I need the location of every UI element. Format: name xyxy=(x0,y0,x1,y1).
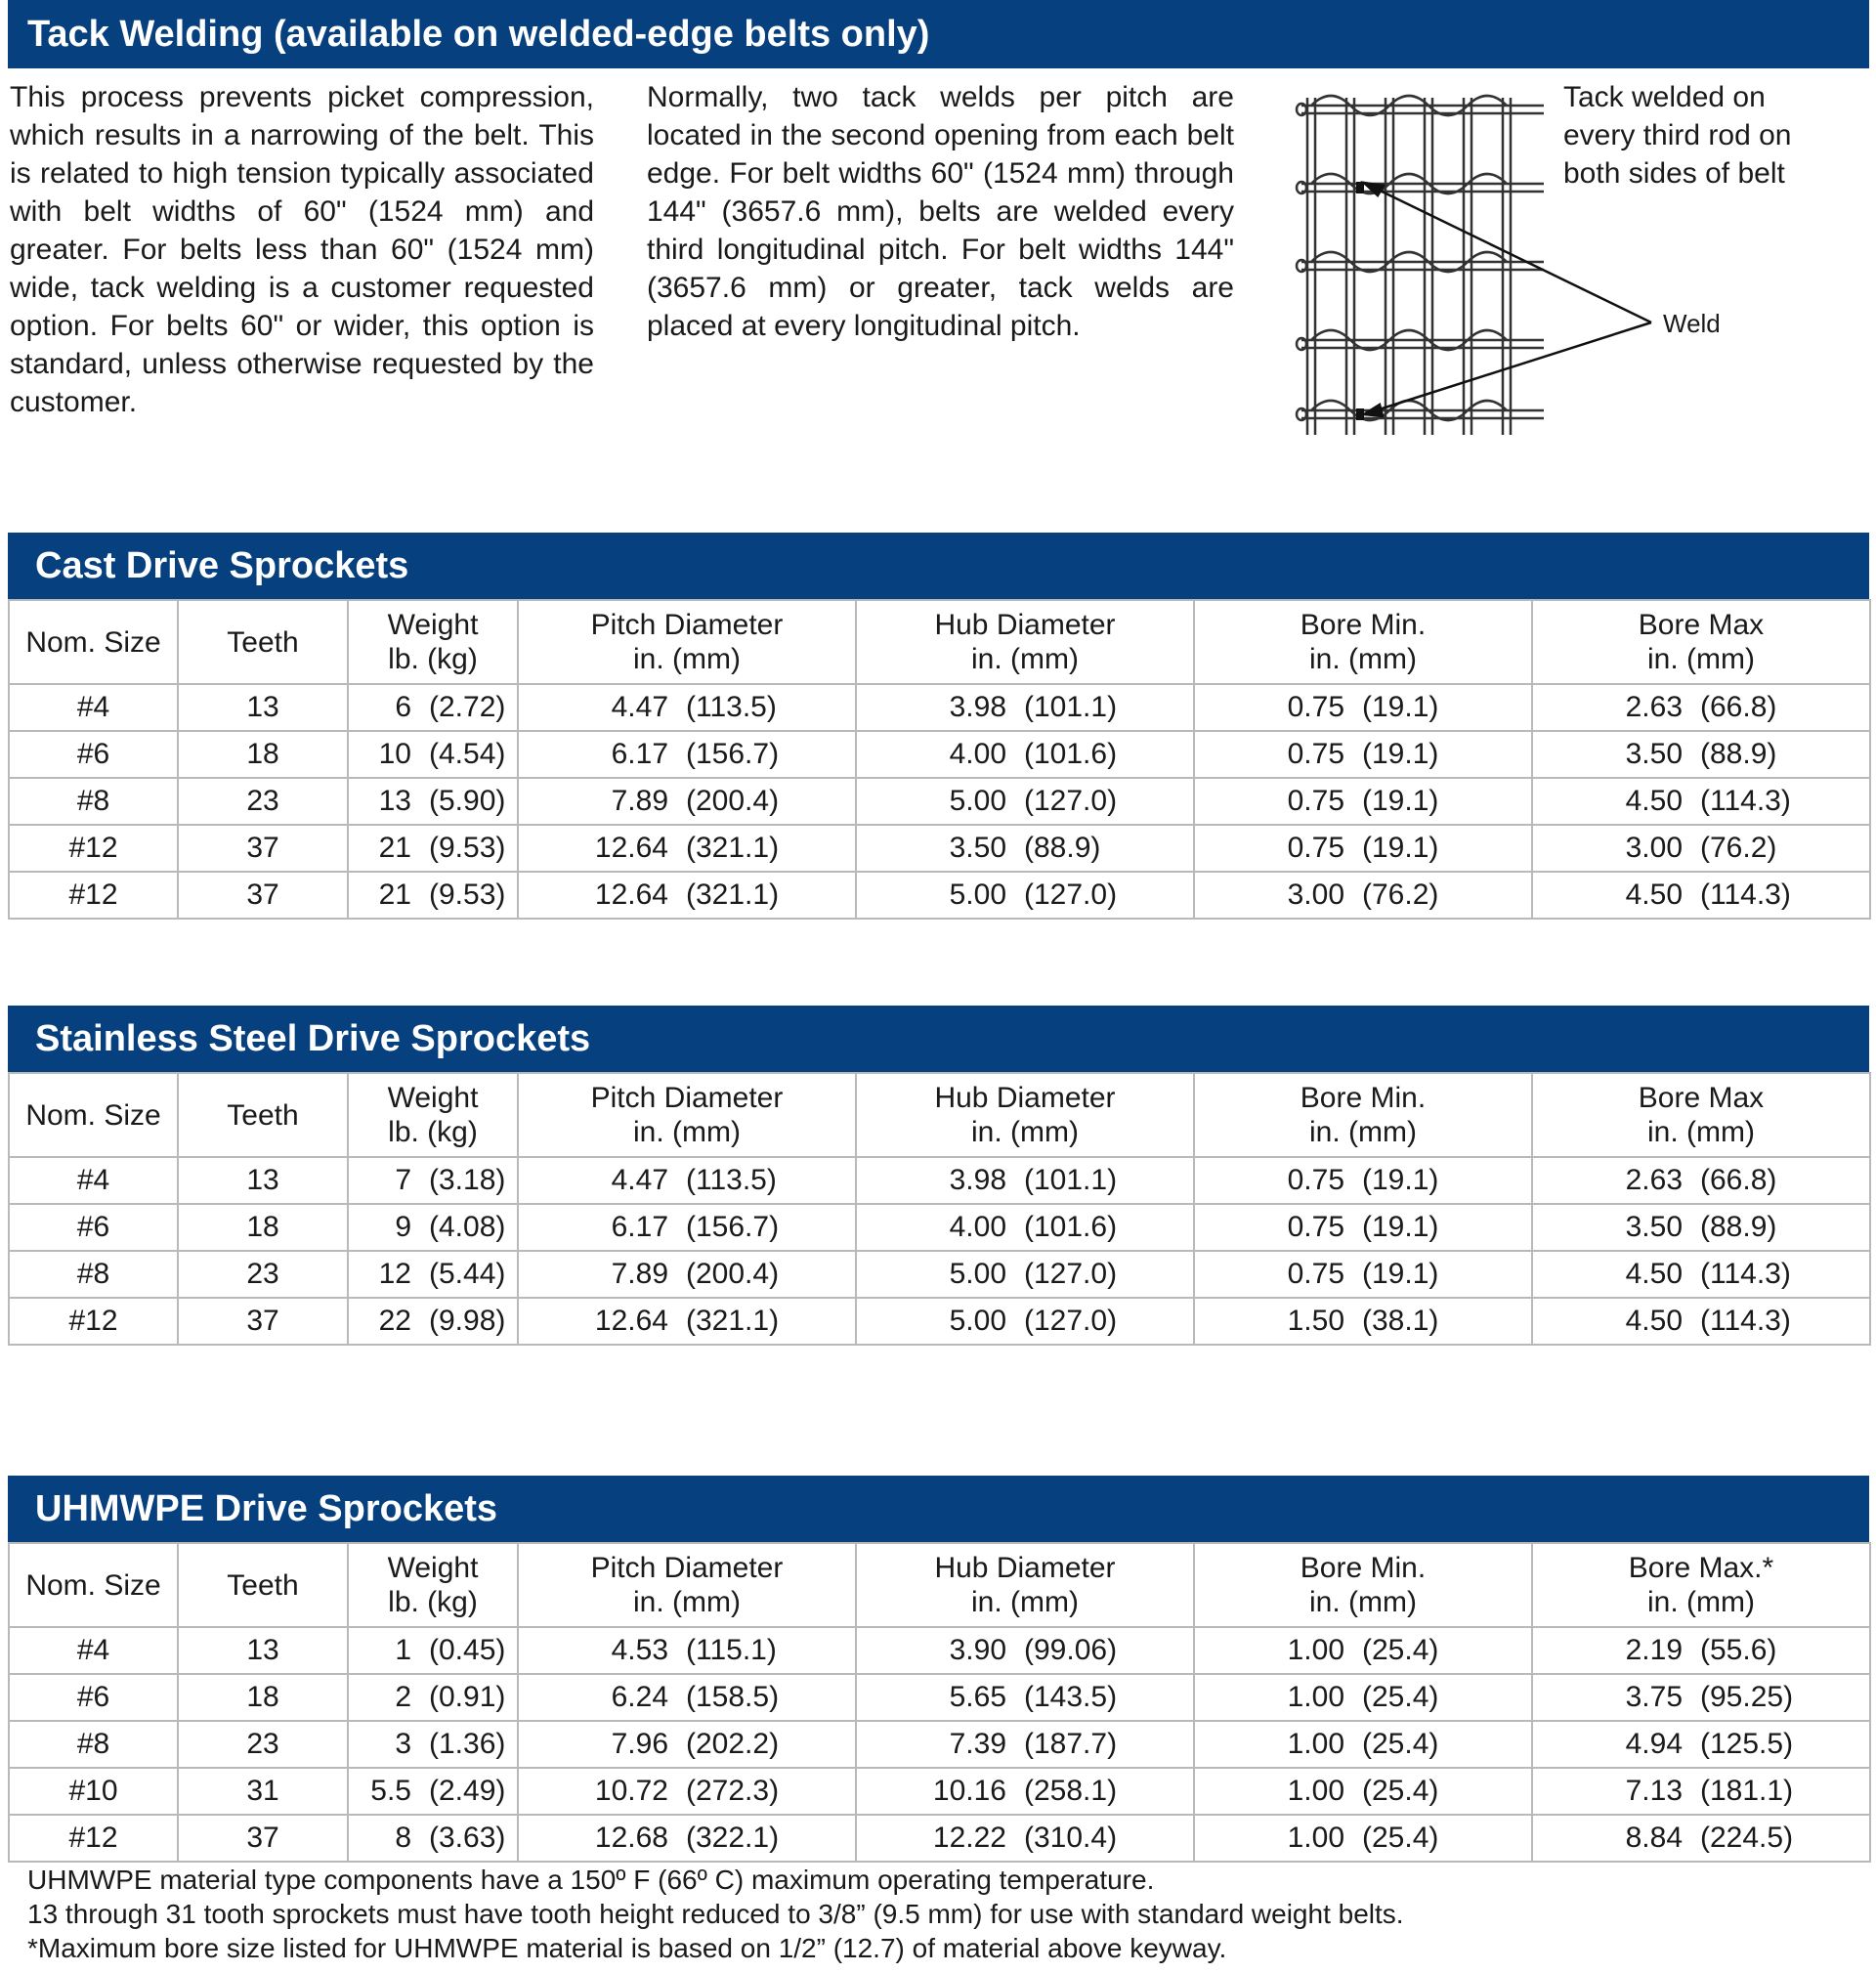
cell-hub-diameter xyxy=(856,825,1194,872)
cell-hub-diameter xyxy=(856,1204,1194,1251)
header-weight: Weight lb. (kg) xyxy=(348,1543,518,1627)
cell-bore-min xyxy=(1194,1721,1532,1768)
header-bore-min: Bore Min. in. (mm) xyxy=(1194,1073,1532,1157)
cell-bore-max-in: 2.63 xyxy=(1625,691,1683,723)
cell-pitch-diameter xyxy=(518,1251,856,1298)
cell-weight xyxy=(348,731,518,778)
belt-cross-rods xyxy=(1301,96,1544,420)
cell-weight-in: 7 xyxy=(395,1164,411,1196)
cell-hub-diameter xyxy=(856,1768,1194,1815)
cell-bore-max xyxy=(1532,1251,1870,1298)
cell-hub-diameter-mm: (88.9) xyxy=(1024,832,1101,864)
cell-bore-max xyxy=(1532,1721,1870,1768)
cell-bore-min-mm: (19.1) xyxy=(1362,785,1439,817)
cell-pitch-diameter-in: 10.72 xyxy=(594,1775,668,1807)
table-row xyxy=(9,1768,1870,1815)
cell-weight xyxy=(348,825,518,872)
note-line: *Maximum bore size listed for UHMWPE material is based on 1/2” (12.7) of material above keyway. xyxy=(27,1933,1227,1963)
stainless-section-title: Stainless Steel Drive Sprockets xyxy=(8,1006,1869,1072)
cell-nom-size: #10 xyxy=(9,1768,178,1815)
diagram-label-line: both sides of belt xyxy=(1563,157,1785,190)
table-row xyxy=(9,731,1870,778)
cell-bore-max xyxy=(1532,1674,1870,1721)
cell-hub-diameter xyxy=(856,1157,1194,1204)
cell-bore-max-in: 3.50 xyxy=(1625,1211,1683,1243)
cell-bore-min-in: 1.00 xyxy=(1287,1822,1344,1854)
cell-pitch-diameter-mm: (321.1) xyxy=(686,1305,780,1337)
cell-weight xyxy=(348,1204,518,1251)
cell-hub-diameter-in: 5.00 xyxy=(949,879,1006,911)
cell-teeth: 23 xyxy=(178,1251,348,1298)
cell-bore-max-in: 3.50 xyxy=(1625,738,1683,770)
cell-bore-max-mm: (88.9) xyxy=(1700,1211,1777,1243)
cell-bore-max xyxy=(1532,1768,1870,1815)
cell-pitch-diameter xyxy=(518,1815,856,1862)
header-nom-size: Nom. Size xyxy=(9,1543,178,1627)
cell-bore-min-mm: (25.4) xyxy=(1362,1822,1439,1854)
cell-bore-max-mm: (114.3) xyxy=(1700,785,1791,817)
cell-hub-diameter xyxy=(856,1815,1194,1862)
cell-weight-in: 5.5 xyxy=(370,1775,411,1807)
header-bore-min: Bore Min. in. (mm) xyxy=(1194,600,1532,684)
cell-bore-max xyxy=(1532,1204,1870,1251)
header-pitch-diameter: Pitch Diameter in. (mm) xyxy=(518,600,856,684)
cell-bore-min xyxy=(1194,1815,1532,1862)
cell-bore-min xyxy=(1194,1157,1532,1204)
uhmwpe-section-title: UHMWPE Drive Sprockets xyxy=(8,1476,1869,1542)
cell-bore-min-in: 0.75 xyxy=(1287,1211,1344,1243)
table-row xyxy=(9,1721,1870,1768)
cell-bore-min-mm: (76.2) xyxy=(1362,879,1439,911)
cell-bore-max-in: 4.50 xyxy=(1625,879,1683,911)
cell-bore-max-mm: (114.3) xyxy=(1700,1305,1791,1337)
cell-hub-diameter-in: 12.22 xyxy=(932,1822,1006,1854)
weld-label: Weld xyxy=(1663,309,1721,338)
cell-pitch-diameter-mm: (322.1) xyxy=(686,1822,780,1854)
cell-nom-size: #12 xyxy=(9,872,178,919)
cell-bore-min-mm: (19.1) xyxy=(1362,832,1439,864)
cell-hub-diameter-in: 3.98 xyxy=(949,1164,1006,1196)
cell-hub-diameter-mm: (127.0) xyxy=(1024,1305,1118,1337)
cell-weight-in: 12 xyxy=(378,1258,411,1290)
cell-weight-mm: (3.18) xyxy=(429,1164,506,1196)
tack-welding-title: Tack Welding (available on welded-edge belts only) xyxy=(8,0,1869,68)
cell-bore-max-mm: (76.2) xyxy=(1700,832,1777,864)
cell-teeth: 31 xyxy=(178,1768,348,1815)
cell-pitch-diameter-in: 12.64 xyxy=(594,1305,668,1337)
cell-bore-min-in: 3.00 xyxy=(1287,879,1344,911)
cell-bore-min-mm: (38.1) xyxy=(1362,1305,1439,1337)
cell-hub-diameter-in: 7.39 xyxy=(949,1728,1006,1760)
cell-weight-mm: (9.53) xyxy=(429,832,506,864)
cell-bore-max-in: 4.50 xyxy=(1625,785,1683,817)
table-row xyxy=(9,1251,1870,1298)
cell-hub-diameter-mm: (310.4) xyxy=(1024,1822,1118,1854)
cell-bore-min-in: 1.00 xyxy=(1287,1728,1344,1760)
belt-pickets xyxy=(1307,98,1511,435)
cell-teeth: 37 xyxy=(178,872,348,919)
table-row xyxy=(9,778,1870,825)
table-header-row xyxy=(9,1543,1870,1627)
tack-welding-paragraph-1: This process prevents picket compression, which results in a narrowing of the belt. This is related to high tension typically associated with belt widths of 60" (1524 mm) and greater. For belts less than 60" (1524 mm) wide, tack welding is a customer requested option. For belts 60" or wider, this option is standard, unless otherwise requested by the customer. xyxy=(10,81,594,418)
cell-weight xyxy=(348,1721,518,1768)
cell-nom-size: #6 xyxy=(9,1204,178,1251)
cast-section-title: Cast Drive Sprockets xyxy=(8,533,1869,599)
table-header-row xyxy=(9,600,1870,684)
cell-bore-min xyxy=(1194,1627,1532,1674)
cell-pitch-diameter-mm: (113.5) xyxy=(686,1164,777,1196)
cell-teeth: 23 xyxy=(178,778,348,825)
cell-bore-max xyxy=(1532,1298,1870,1345)
cell-pitch-diameter-mm: (321.1) xyxy=(686,879,780,911)
cell-bore-min-in: 1.00 xyxy=(1287,1775,1344,1807)
cell-weight xyxy=(348,684,518,731)
cell-bore-min-mm: (25.4) xyxy=(1362,1681,1439,1713)
diagram-label-line: Tack welded on xyxy=(1563,81,1766,113)
cell-weight xyxy=(348,1157,518,1204)
cell-weight-mm: (0.91) xyxy=(429,1681,506,1713)
cell-weight-mm: (2.72) xyxy=(429,691,506,723)
cell-nom-size: #4 xyxy=(9,1157,178,1204)
header-teeth: Teeth xyxy=(178,1543,348,1627)
cell-teeth: 37 xyxy=(178,1298,348,1345)
cell-bore-max-in: 7.13 xyxy=(1625,1775,1683,1807)
cell-pitch-diameter xyxy=(518,1157,856,1204)
cell-weight-in: 13 xyxy=(378,785,411,817)
cell-nom-size: #12 xyxy=(9,1815,178,1862)
cell-bore-min xyxy=(1194,1768,1532,1815)
cell-pitch-diameter-in: 6.17 xyxy=(611,1211,668,1243)
table-row xyxy=(9,1157,1870,1204)
cell-weight-in: 8 xyxy=(395,1822,411,1854)
cell-bore-max-mm: (66.8) xyxy=(1700,691,1777,723)
note-line: 13 through 31 tooth sprockets must have tooth height reduced to 3/8” (9.5 mm) for use with standard weight belts. xyxy=(27,1899,1404,1929)
cell-bore-max-in: 4.94 xyxy=(1625,1728,1683,1760)
cell-pitch-diameter-in: 6.24 xyxy=(611,1681,668,1713)
cell-pitch-diameter xyxy=(518,1721,856,1768)
cell-bore-max-mm: (181.1) xyxy=(1700,1775,1794,1807)
table-row xyxy=(9,1815,1870,1862)
header-bore-min: Bore Min. in. (mm) xyxy=(1194,1543,1532,1627)
cell-weight-in: 10 xyxy=(378,738,411,770)
uhmwpe-notes xyxy=(27,1863,1404,1965)
cell-hub-diameter-mm: (143.5) xyxy=(1024,1681,1118,1713)
cell-bore-max xyxy=(1532,778,1870,825)
cell-bore-max xyxy=(1532,1157,1870,1204)
tack-welding-paragraph-2: Normally, two tack welds per pitch are located in the second opening from each belt edge. For belt widths 60" (1524 mm) through 144" (3657.6 mm), belts are welded every third longitudinal pitch. For belt widths 144" (3657.6 mm) or greater, tack welds are placed at every longitudinal pitch. xyxy=(647,81,1234,342)
cell-nom-size: #6 xyxy=(9,731,178,778)
header-bore-max: Bore Max in. (mm) xyxy=(1532,600,1870,684)
cell-bore-min-mm: (19.1) xyxy=(1362,1258,1439,1290)
header-bore-max: Bore Max in. (mm) xyxy=(1532,1073,1870,1157)
cell-nom-size: #8 xyxy=(9,778,178,825)
cell-pitch-diameter-in: 4.53 xyxy=(611,1634,668,1666)
cell-pitch-diameter-mm: (272.3) xyxy=(686,1775,780,1807)
cell-teeth: 13 xyxy=(178,684,348,731)
cell-bore-min xyxy=(1194,1674,1532,1721)
cell-weight-in: 3 xyxy=(395,1728,411,1760)
cell-pitch-diameter-in: 12.64 xyxy=(594,832,668,864)
cell-weight xyxy=(348,1674,518,1721)
cell-bore-min-in: 0.75 xyxy=(1287,738,1344,770)
cell-bore-min xyxy=(1194,1298,1532,1345)
table-row xyxy=(9,684,1870,731)
cell-bore-min-in: 0.75 xyxy=(1287,1258,1344,1290)
cell-bore-max-mm: (88.9) xyxy=(1700,738,1777,770)
note-line: UHMWPE material type components have a 150º F (66º C) maximum operating temperature. xyxy=(27,1865,1155,1895)
cell-hub-diameter-in: 3.50 xyxy=(949,832,1006,864)
cell-weight-in: 21 xyxy=(378,832,411,864)
cell-pitch-diameter-mm: (156.7) xyxy=(686,1211,780,1243)
cell-bore-min-in: 1.00 xyxy=(1287,1681,1344,1713)
cell-bore-max xyxy=(1532,1627,1870,1674)
cell-nom-size: #4 xyxy=(9,1627,178,1674)
cell-pitch-diameter-in: 12.68 xyxy=(594,1822,668,1854)
cell-bore-min xyxy=(1194,684,1532,731)
cell-bore-max-in: 4.50 xyxy=(1625,1305,1683,1337)
cell-hub-diameter xyxy=(856,1674,1194,1721)
cell-teeth: 13 xyxy=(178,1627,348,1674)
cell-weight-mm: (4.54) xyxy=(429,738,506,770)
cell-bore-max-in: 3.75 xyxy=(1625,1681,1683,1713)
cell-pitch-diameter xyxy=(518,1627,856,1674)
cell-weight xyxy=(348,778,518,825)
cell-pitch-diameter xyxy=(518,825,856,872)
cell-weight-in: 21 xyxy=(378,879,411,911)
cell-hub-diameter-mm: (258.1) xyxy=(1024,1775,1118,1807)
cell-hub-diameter xyxy=(856,1721,1194,1768)
cell-bore-max-mm: (95.25) xyxy=(1700,1681,1794,1713)
cell-bore-min-mm: (19.1) xyxy=(1362,1211,1439,1243)
cell-pitch-diameter xyxy=(518,1298,856,1345)
cell-hub-diameter-in: 5.00 xyxy=(949,1258,1006,1290)
cell-bore-max-in: 3.00 xyxy=(1625,832,1683,864)
cell-bore-max xyxy=(1532,872,1870,919)
cast-sprockets-table xyxy=(8,599,1871,920)
cell-weight-mm: (5.44) xyxy=(429,1258,506,1290)
header-weight: Weight lb. (kg) xyxy=(348,600,518,684)
cell-pitch-diameter-mm: (202.2) xyxy=(686,1728,780,1760)
cell-pitch-diameter-in: 7.96 xyxy=(611,1728,668,1760)
cell-pitch-diameter-in: 4.47 xyxy=(611,691,668,723)
cell-bore-max xyxy=(1532,1815,1870,1862)
cell-bore-max-in: 2.63 xyxy=(1625,1164,1683,1196)
cell-pitch-diameter-in: 12.64 xyxy=(594,879,668,911)
table-row xyxy=(9,825,1870,872)
cell-hub-diameter-in: 5.65 xyxy=(949,1681,1006,1713)
cell-nom-size: #4 xyxy=(9,684,178,731)
cell-bore-max-in: 2.19 xyxy=(1625,1634,1683,1666)
cell-bore-max-mm: (66.8) xyxy=(1700,1164,1777,1196)
cell-bore-min-in: 1.50 xyxy=(1287,1305,1344,1337)
table-row xyxy=(9,1627,1870,1674)
header-teeth: Teeth xyxy=(178,600,348,684)
cell-bore-max-in: 4.50 xyxy=(1625,1258,1683,1290)
cell-pitch-diameter-mm: (113.5) xyxy=(686,691,777,723)
cell-bore-max xyxy=(1532,684,1870,731)
table-row xyxy=(9,1204,1870,1251)
cell-pitch-diameter-mm: (158.5) xyxy=(686,1681,780,1713)
cell-weight-mm: (9.98) xyxy=(429,1305,506,1337)
cell-hub-diameter-mm: (127.0) xyxy=(1024,785,1118,817)
cell-weight xyxy=(348,1815,518,1862)
cell-hub-diameter-mm: (101.6) xyxy=(1024,738,1118,770)
cell-teeth: 37 xyxy=(178,1815,348,1862)
cell-weight-mm: (5.90) xyxy=(429,785,506,817)
cell-hub-diameter xyxy=(856,684,1194,731)
cell-weight-mm: (3.63) xyxy=(429,1822,506,1854)
cell-bore-min-in: 0.75 xyxy=(1287,785,1344,817)
cell-weight-mm: (9.53) xyxy=(429,879,506,911)
cell-teeth: 18 xyxy=(178,1674,348,1721)
cell-bore-min-mm: (19.1) xyxy=(1362,738,1439,770)
cell-teeth: 37 xyxy=(178,825,348,872)
table-row xyxy=(9,872,1870,919)
cell-weight-mm: (4.08) xyxy=(429,1211,506,1243)
cell-bore-max xyxy=(1532,731,1870,778)
cell-teeth: 18 xyxy=(178,1204,348,1251)
cell-nom-size: #8 xyxy=(9,1251,178,1298)
header-nom-size: Nom. Size xyxy=(9,1073,178,1157)
cell-bore-max-mm: (114.3) xyxy=(1700,1258,1791,1290)
cell-weight-in: 9 xyxy=(395,1211,411,1243)
cell-weight-mm: (1.36) xyxy=(429,1728,506,1760)
cell-nom-size: #12 xyxy=(9,825,178,872)
cell-bore-max-mm: (55.6) xyxy=(1700,1634,1777,1666)
cell-pitch-diameter xyxy=(518,778,856,825)
cell-bore-min-mm: (25.4) xyxy=(1362,1728,1439,1760)
cell-bore-min xyxy=(1194,825,1532,872)
header-nom-size: Nom. Size xyxy=(9,600,178,684)
cell-pitch-diameter xyxy=(518,1204,856,1251)
cell-teeth: 13 xyxy=(178,1157,348,1204)
cell-pitch-diameter-mm: (156.7) xyxy=(686,738,780,770)
cell-weight-mm: (2.49) xyxy=(429,1775,506,1807)
cell-weight xyxy=(348,1768,518,1815)
cell-bore-min xyxy=(1194,1204,1532,1251)
cell-hub-diameter-in: 10.16 xyxy=(932,1775,1006,1807)
cell-hub-diameter-mm: (101.1) xyxy=(1024,1164,1118,1196)
cell-nom-size: #8 xyxy=(9,1721,178,1768)
cell-hub-diameter-in: 5.00 xyxy=(949,1305,1006,1337)
cell-hub-diameter-mm: (101.1) xyxy=(1024,691,1118,723)
header-teeth: Teeth xyxy=(178,1073,348,1157)
cell-hub-diameter-mm: (127.0) xyxy=(1024,879,1118,911)
cell-pitch-diameter-in: 7.89 xyxy=(611,1258,668,1290)
table-row xyxy=(9,1298,1870,1345)
cell-hub-diameter xyxy=(856,872,1194,919)
cell-pitch-diameter xyxy=(518,731,856,778)
cell-pitch-diameter-mm: (200.4) xyxy=(686,1258,780,1290)
cell-pitch-diameter xyxy=(518,684,856,731)
cell-hub-diameter-in: 4.00 xyxy=(949,738,1006,770)
diagram-label xyxy=(1563,78,1791,193)
cell-teeth: 23 xyxy=(178,1721,348,1768)
header-hub-diameter: Hub Diameter in. (mm) xyxy=(856,1543,1194,1627)
cell-weight-in: 6 xyxy=(395,691,411,723)
cell-hub-diameter-in: 4.00 xyxy=(949,1211,1006,1243)
table-header-row xyxy=(9,1073,1870,1157)
cell-pitch-diameter-mm: (200.4) xyxy=(686,785,780,817)
cell-bore-min-in: 0.75 xyxy=(1287,1164,1344,1196)
cell-weight xyxy=(348,1251,518,1298)
cell-hub-diameter-mm: (187.7) xyxy=(1024,1728,1118,1760)
cell-hub-diameter xyxy=(856,778,1194,825)
cell-pitch-diameter-mm: (115.1) xyxy=(686,1634,777,1666)
cell-hub-diameter xyxy=(856,1251,1194,1298)
stainless-sprockets-table xyxy=(8,1072,1871,1346)
cell-hub-diameter-in: 5.00 xyxy=(949,785,1006,817)
cell-pitch-diameter-in: 4.47 xyxy=(611,1164,668,1196)
cell-nom-size: #6 xyxy=(9,1674,178,1721)
cell-hub-diameter xyxy=(856,731,1194,778)
cell-nom-size: #12 xyxy=(9,1298,178,1345)
cell-bore-max-mm: (224.5) xyxy=(1700,1822,1794,1854)
cell-pitch-diameter-in: 6.17 xyxy=(611,738,668,770)
cell-pitch-diameter xyxy=(518,1768,856,1815)
header-bore-max: Bore Max.* in. (mm) xyxy=(1532,1543,1870,1627)
cell-hub-diameter-mm: (127.0) xyxy=(1024,1258,1118,1290)
header-weight: Weight lb. (kg) xyxy=(348,1073,518,1157)
cell-bore-min-mm: (19.1) xyxy=(1362,1164,1439,1196)
cell-bore-min xyxy=(1194,731,1532,778)
cell-hub-diameter-in: 3.90 xyxy=(949,1634,1006,1666)
cell-pitch-diameter xyxy=(518,1674,856,1721)
header-hub-diameter: Hub Diameter in. (mm) xyxy=(856,1073,1194,1157)
cell-bore-min-in: 0.75 xyxy=(1287,832,1344,864)
cell-bore-min-in: 0.75 xyxy=(1287,691,1344,723)
cell-pitch-diameter-in: 7.89 xyxy=(611,785,668,817)
cell-bore-min-in: 1.00 xyxy=(1287,1634,1344,1666)
cell-hub-diameter-mm: (99.06) xyxy=(1024,1634,1118,1666)
cell-bore-min xyxy=(1194,1251,1532,1298)
cell-weight xyxy=(348,872,518,919)
cell-bore-min xyxy=(1194,778,1532,825)
cell-hub-diameter-mm: (101.6) xyxy=(1024,1211,1118,1243)
cell-bore-max-mm: (114.3) xyxy=(1700,879,1791,911)
cell-weight-in: 2 xyxy=(395,1681,411,1713)
cell-bore-max-mm: (125.5) xyxy=(1700,1728,1794,1760)
table-row xyxy=(9,1674,1870,1721)
cell-weight-in: 22 xyxy=(378,1305,411,1337)
cell-weight-in: 1 xyxy=(395,1634,411,1666)
cell-weight-mm: (0.45) xyxy=(429,1634,506,1666)
cell-bore-min xyxy=(1194,872,1532,919)
cell-weight xyxy=(348,1298,518,1345)
cell-hub-diameter xyxy=(856,1627,1194,1674)
weld-mark xyxy=(1356,182,1364,193)
cell-teeth: 18 xyxy=(178,731,348,778)
cell-pitch-diameter-mm: (321.1) xyxy=(686,832,780,864)
header-pitch-diameter: Pitch Diameter in. (mm) xyxy=(518,1543,856,1627)
cell-bore-min-mm: (25.4) xyxy=(1362,1775,1439,1807)
cell-hub-diameter-in: 3.98 xyxy=(949,691,1006,723)
cell-hub-diameter xyxy=(856,1298,1194,1345)
header-pitch-diameter: Pitch Diameter in. (mm) xyxy=(518,1073,856,1157)
cell-bore-max xyxy=(1532,825,1870,872)
cell-bore-min-mm: (19.1) xyxy=(1362,691,1439,723)
cell-bore-min-mm: (25.4) xyxy=(1362,1634,1439,1666)
uhmwpe-sprockets-table xyxy=(8,1542,1871,1863)
diagram-label-line: every third rod on xyxy=(1563,119,1792,151)
header-hub-diameter: Hub Diameter in. (mm) xyxy=(856,600,1194,684)
cell-weight xyxy=(348,1627,518,1674)
cell-pitch-diameter xyxy=(518,872,856,919)
cell-bore-max-in: 8.84 xyxy=(1625,1822,1683,1854)
